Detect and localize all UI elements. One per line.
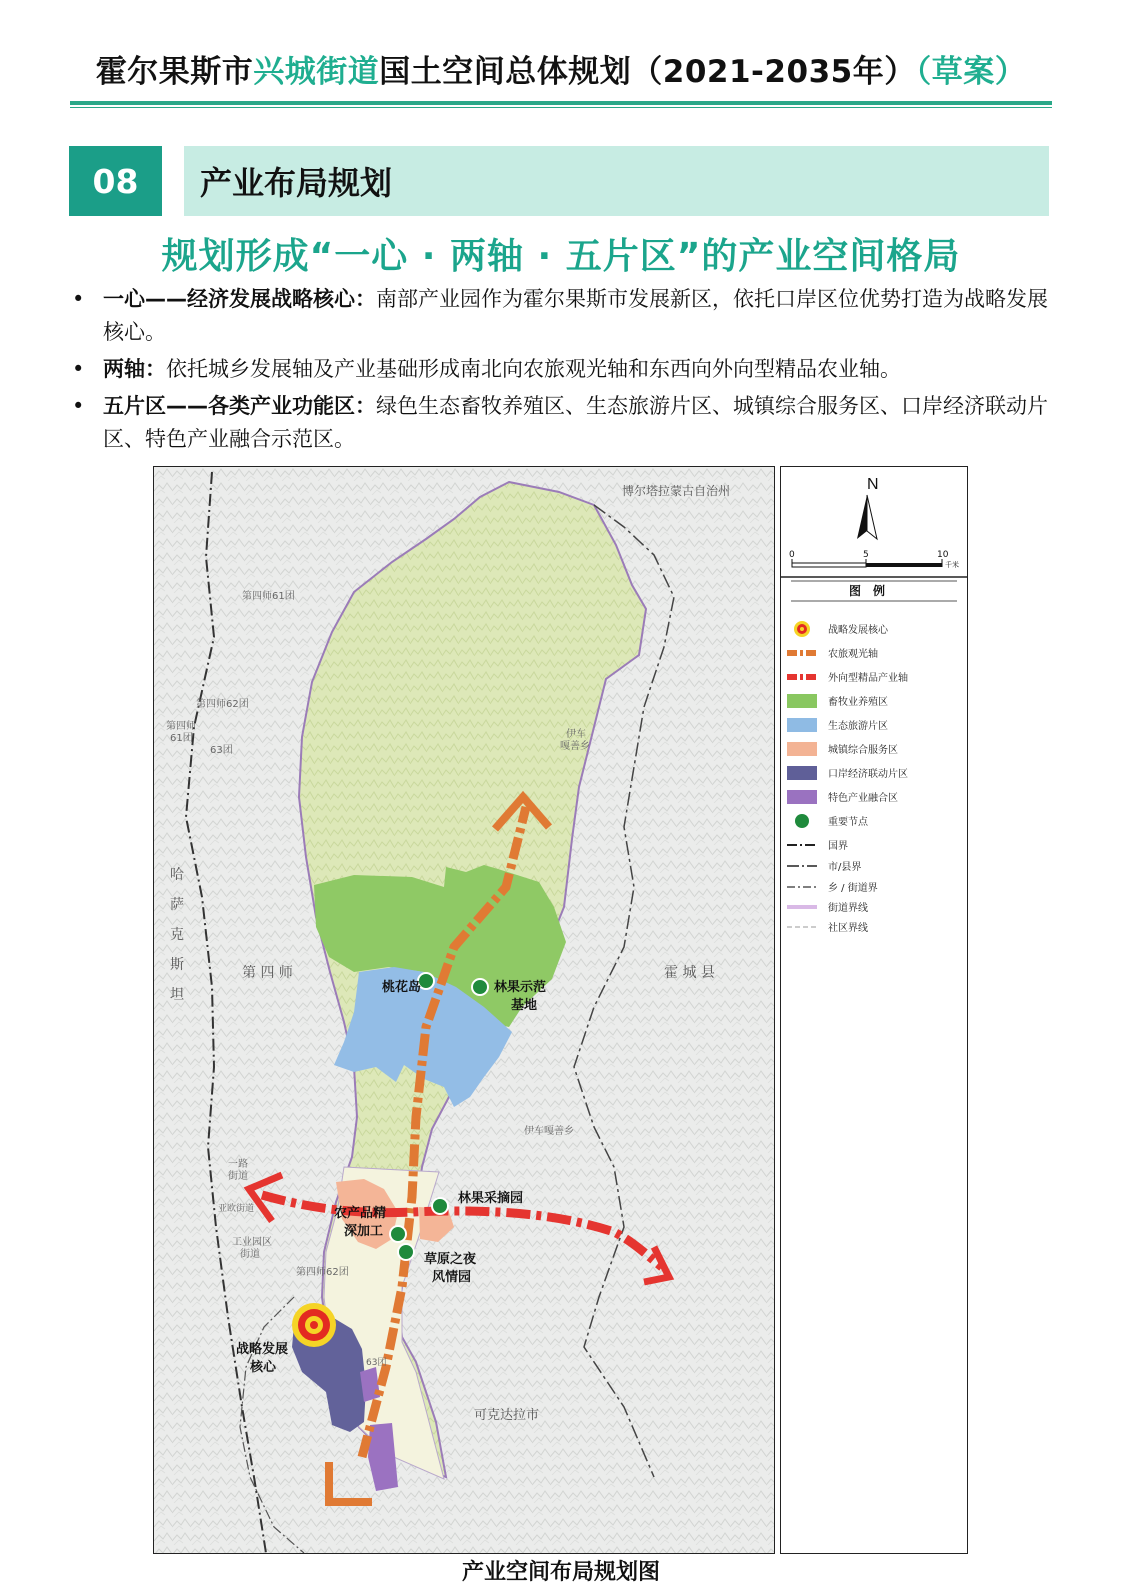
title-highlight: 兴城街道 [253, 54, 380, 90]
planning-map [153, 466, 775, 1554]
svg-text:农旅观光轴: 农旅观光轴 [828, 649, 878, 660]
place-div4: 第四师 [166, 721, 196, 732]
section-bar [184, 146, 1049, 216]
bullet-dot-icon: • [72, 287, 85, 311]
scale-bar-icon [792, 559, 942, 567]
svg-text:重要节点: 重要节点 [828, 817, 868, 828]
page-subtitle: 规划形成“一心 · 两轴 · 五片区”的产业空间格局 [161, 236, 961, 277]
place-bortala: 博尔塔拉蒙古自治州 [622, 484, 731, 498]
svg-text:战略发展核心: 战略发展核心 [828, 625, 888, 636]
svg-text:城镇综合服务区: 城镇综合服务区 [828, 745, 898, 756]
place-road-street: 街道 [228, 1171, 248, 1182]
node-label: 草原之夜 [424, 1252, 477, 1267]
node-label: 林果示范 [494, 980, 547, 995]
bullet-list [70, 283, 1060, 460]
bullet-term: 五片区——各类产业功能区： [103, 394, 376, 418]
map-legend [780, 466, 968, 1554]
title-suffix: 国土空间总体规划（2021-2035年） [379, 54, 916, 90]
svg-text:外向型精品产业轴: 外向型精品产业轴 [828, 673, 908, 684]
svg-text:社区界线: 社区界线 [828, 923, 868, 934]
legend-core [794, 621, 889, 637]
legend-agritourism-axis [787, 647, 878, 660]
core-label: 核心 [250, 1360, 277, 1375]
legend-pastoral [787, 694, 888, 708]
legend-community-border [787, 921, 868, 934]
legend-township-border [787, 881, 878, 894]
node-fruit-demo [472, 979, 488, 995]
svg-text:畜牧业养殖区: 畜牧业养殖区 [828, 697, 888, 708]
north-label: N [867, 476, 879, 493]
place-kazakhstan: 萨 [170, 897, 184, 913]
node-agri-processing [390, 1226, 406, 1242]
place-61: 61团 [170, 733, 193, 744]
strategic-core-icon [292, 1303, 336, 1347]
legend-street-border [787, 901, 868, 914]
node-label: 林果采摘园 [458, 1191, 524, 1206]
legend-special [787, 790, 898, 804]
node-label: 风情园 [432, 1270, 472, 1285]
place-industrial-street: 街道 [240, 1249, 260, 1260]
scale-unit: 千米 [945, 561, 959, 569]
scale-tick: 10 [937, 550, 949, 560]
svg-text:乡 / 街道界: 乡 / 街道界 [828, 883, 878, 894]
bullet-term: 两轴： [103, 357, 166, 381]
place-huocheng: 霍 城 县 [664, 965, 715, 981]
place-div4-62-south: 第四师62团 [296, 1267, 349, 1278]
header-rule-thick [70, 101, 1052, 105]
bullet-text: 依托城乡发展轴及产业基础形成南北向农旅观光轴和东西向外向型精品农业轴。 [166, 357, 901, 381]
place-kazakhstan: 克 [170, 927, 184, 943]
legend-ecotourism [787, 718, 888, 732]
legend-port [787, 766, 908, 780]
section-number: 08 [69, 146, 162, 216]
bullet-item [70, 353, 1060, 386]
node-label: 深加工 [344, 1224, 384, 1239]
svg-text:生态旅游片区: 生态旅游片区 [828, 721, 888, 732]
section-title: 产业布局规划 [200, 164, 393, 202]
legend-service [787, 742, 898, 756]
core-label: 战略发展 [236, 1342, 289, 1357]
node-fruit-picking [432, 1198, 448, 1214]
place-border-street: 亚欧街道 [218, 1204, 255, 1214]
node-grassland-night [398, 1244, 414, 1260]
legend-title: 图 例 [849, 584, 886, 598]
bullet-dot-icon: • [72, 394, 85, 418]
legend-city-border [787, 860, 861, 873]
title-prefix: 霍尔果斯市 [95, 54, 254, 90]
scale-tick: 0 [789, 550, 795, 560]
place-road-street: 一路 [228, 1159, 248, 1170]
place-yiche: 伊车 [566, 729, 586, 740]
legend-list [781, 617, 967, 957]
place-kazakhstan: 坦 [170, 987, 184, 1003]
bullet-text: 南部产业园作为霍尔果斯市发展新区，依托口岸区位优势打造为战略发展核心。 [103, 287, 1048, 344]
svg-text:特色产业融合区: 特色产业融合区 [828, 793, 898, 804]
node-label: 农产品精 [334, 1206, 387, 1221]
place-63-south: 63团 [366, 1358, 387, 1368]
bullet-dot-icon: • [72, 357, 85, 381]
figure-caption: 产业空间布局规划图 [461, 1560, 660, 1585]
place-industrial-street: 工业园区 [232, 1237, 272, 1248]
svg-text:街道界线: 街道界线 [828, 903, 868, 914]
place-kazakhstan: 斯 [170, 957, 184, 973]
title-draft: （草案） [915, 54, 1027, 90]
svg-text:国界: 国界 [828, 841, 848, 852]
place-yiche-south: 伊车嘎善乡 [524, 1126, 574, 1137]
header-rule-thin [70, 107, 1052, 108]
place-kazakhstan: 哈 [170, 867, 184, 883]
place-63: 63团 [210, 745, 233, 756]
map-canvas [154, 467, 774, 1553]
svg-text:市/县界: 市/县界 [828, 862, 862, 873]
bullet-item [70, 390, 1060, 456]
place-div4-62: 第四师62团 [196, 699, 249, 710]
legend-node [795, 814, 869, 828]
svg-text:口岸经济联动片区: 口岸经济联动片区 [828, 769, 908, 780]
bullet-term: 一心——经济发展战略核心： [103, 287, 376, 311]
bullet-item [70, 283, 1060, 349]
legend-national-border [787, 840, 848, 852]
place-div4-61: 第四师61团 [242, 591, 295, 602]
place-div4-district: 第 四 师 [242, 965, 293, 981]
scale-tick: 5 [863, 550, 869, 560]
bullet-text: 绿色生态畜牧养殖区、生态旅游片区、城镇综合服务区、口岸经济联动片区、特色产业融合示范区。 [103, 394, 1048, 451]
legend-export-axis [787, 671, 908, 684]
node-label: 基地 [511, 998, 538, 1013]
place-yiche: 嘎善乡 [560, 741, 590, 752]
north-arrow-icon [857, 495, 877, 539]
node-label: 桃花岛 [382, 980, 422, 995]
document-title [0, 46, 1122, 91]
place-kokdala: 可克达拉市 [474, 1408, 540, 1423]
